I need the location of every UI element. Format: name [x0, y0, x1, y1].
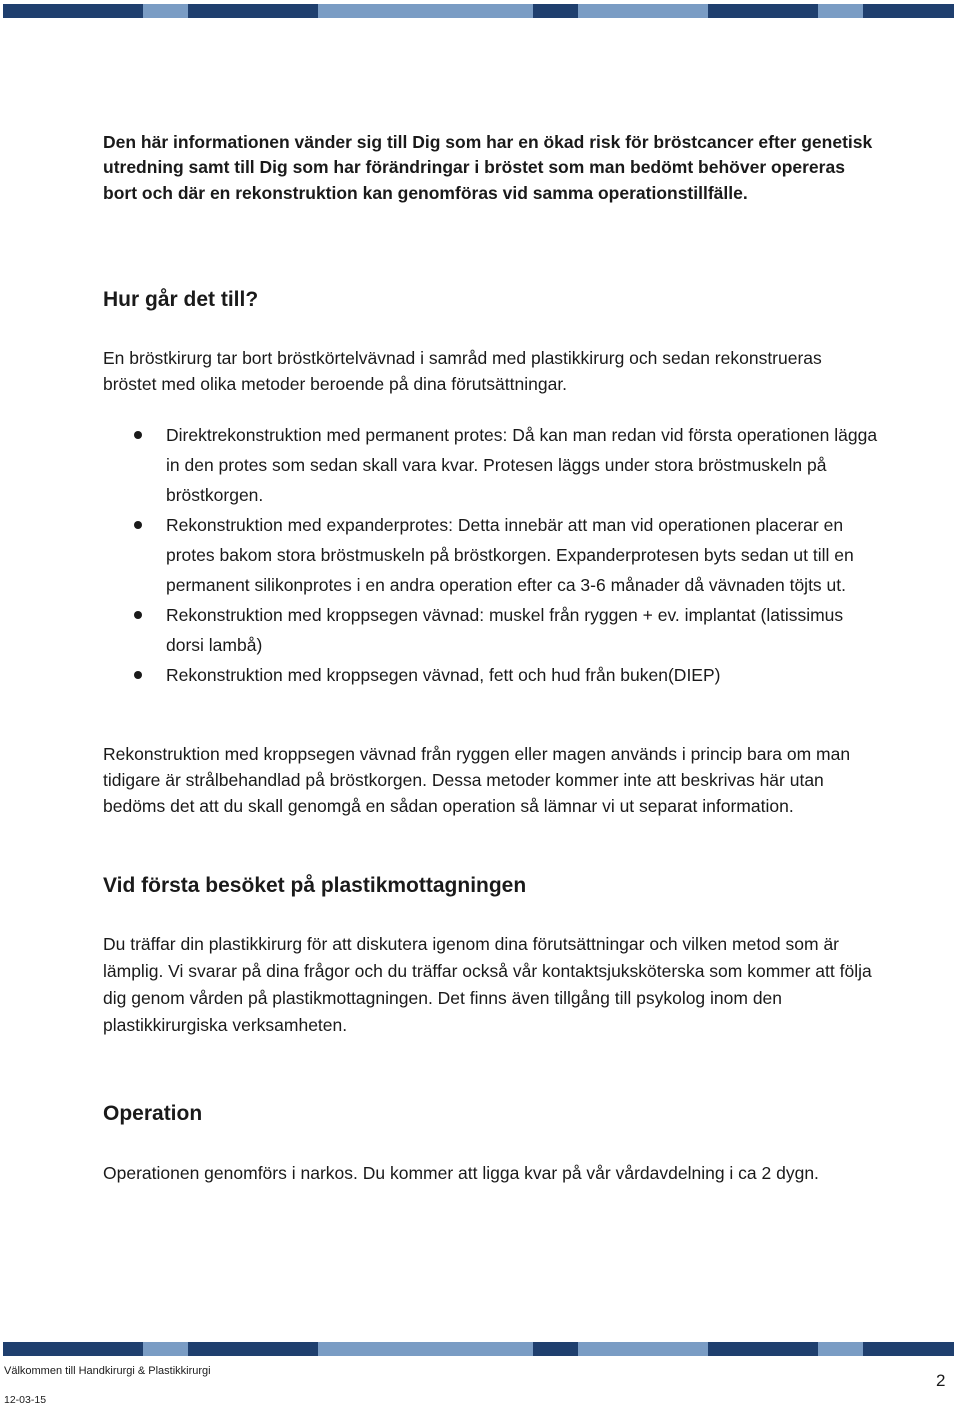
reconstruction-methods-list: [103, 420, 883, 690]
heading-hur-gar-det-till: Hur går det till?: [103, 288, 259, 311]
list-item: Direktrekonstruktion med permanent protes: Då kan man redan vid första operationen lägga in den protes som sedan skall vara kvar. Protesen läggs under stora bröstmuskeln på bröstkorgen.: [103, 420, 883, 510]
intro-paragraph: Den här informationen vänder sig till Dig som har en ökad risk för bröstcancer efter genetisk utredning samt till Dig som har förändringar i bröstet som man bedömt behöver opereras bort och där en rekonstruktion kan genomföras vid samma operationstillfälle.: [103, 132, 873, 203]
bullet-icon: [134, 521, 142, 529]
bullet-icon: [134, 671, 142, 679]
footer-band: [3, 1342, 954, 1356]
heading-operation: Operation: [103, 1102, 203, 1125]
bullet-icon: [134, 431, 142, 439]
list-item: Rekonstruktion med kroppsegen vävnad: muskel från ryggen + ev. implantat (latissimus dorsi lambå): [103, 600, 883, 660]
footer-date: 12-03-15: [4, 1394, 47, 1406]
page-number: 2: [936, 1371, 946, 1390]
section2-paragraph: Du träffar din plastikkirurg för att diskutera igenom dina förutsättningar och vilken metod som är lämplig. Vi svarar på dina frågor och du träffar också vår kontaktsjuksköterska som kommer att följa dig genom vården på plastikmottagningen. Det finns även tillgång till psykolog inom den plastikkirurgiska verksamheten.: [103, 934, 872, 1035]
list-item: Rekonstruktion med kroppsegen vävnad, fett och hud från buken(DIEP): [103, 660, 883, 690]
heading-forsta-besoket: Vid första besöket på plastikmottagningen: [103, 874, 527, 897]
header-band: [3, 4, 954, 18]
bullet-icon: [134, 611, 142, 619]
section3-paragraph: Operationen genomförs i narkos. Du kommer att ligga kvar på vår vårdavdelning i ca 2 dygn.: [103, 1163, 819, 1183]
section1-after-list: Rekonstruktion med kroppsegen vävnad från ryggen eller magen används i princip bara om man tidigare är strålbehandlad på bröstkorgen. Dessa metoder kommer inte att beskrivas här utan bedöms det att du skall genomgå en sådan operation så lämnar vi ut separat information.: [103, 744, 851, 816]
footer-title: Välkommen till Handkirurgi & Plastikkirurgi: [4, 1365, 211, 1377]
section1-paragraph: En bröstkirurg tar bort bröstkörtelvävnad i samråd med plastikkirurg och sedan rekonstrueras bröstet med olika metoder beroende på dina förutsättningar.: [103, 348, 822, 394]
list-item: Rekonstruktion med expanderprotes: Detta innebär att man vid operationen placerar en protes bakom stora bröstmuskeln på bröstkorgen. Expanderprotesen byts sedan ut till en permanent silikonprotes i en andra operation efter ca 3-6 månader då vävnaden töjts ut.: [103, 510, 883, 600]
